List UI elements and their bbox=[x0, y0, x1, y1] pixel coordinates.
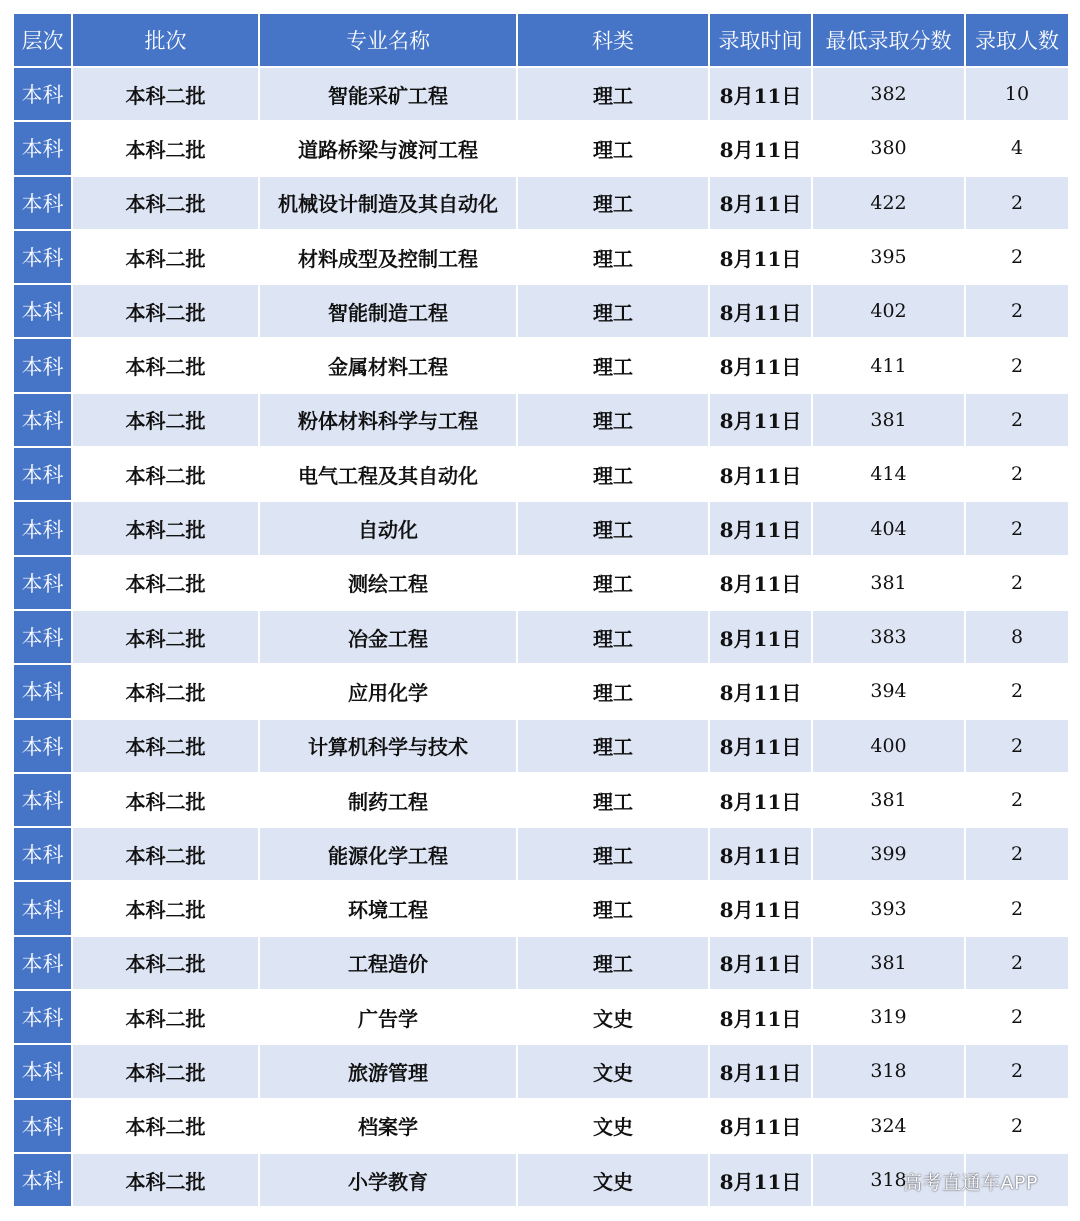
cell-date: 8月11日 bbox=[709, 556, 812, 610]
table-row bbox=[13, 67, 1069, 121]
cell-batch: 本科二批 bbox=[72, 1153, 259, 1207]
table-row bbox=[13, 447, 1069, 501]
cell-batch: 本科二批 bbox=[72, 773, 259, 827]
table-row bbox=[13, 393, 1069, 447]
cell-min-score: 402 bbox=[812, 284, 965, 338]
table-row bbox=[13, 230, 1069, 284]
cell-date: 8月11日 bbox=[709, 447, 812, 501]
cell-level: 本科 bbox=[13, 121, 72, 175]
cell-date: 8月11日 bbox=[709, 664, 812, 718]
cell-level: 本科 bbox=[13, 67, 72, 121]
cell-category: 理工 bbox=[517, 121, 709, 175]
cell-batch: 本科二批 bbox=[72, 556, 259, 610]
cell-batch: 本科二批 bbox=[72, 827, 259, 881]
cell-count: 2 bbox=[965, 719, 1069, 773]
cell-count: 2 bbox=[965, 393, 1069, 447]
cell-level: 本科 bbox=[13, 393, 72, 447]
cell-min-score: 400 bbox=[812, 719, 965, 773]
cell-batch: 本科二批 bbox=[72, 176, 259, 230]
cell-min-score: 319 bbox=[812, 990, 965, 1044]
cell-batch: 本科二批 bbox=[72, 1099, 259, 1153]
table-row bbox=[13, 176, 1069, 230]
admission-table-container bbox=[12, 12, 1068, 1208]
cell-major: 自动化 bbox=[259, 501, 517, 555]
cell-date: 8月11日 bbox=[709, 719, 812, 773]
cell-min-score: 382 bbox=[812, 67, 965, 121]
cell-batch: 本科二批 bbox=[72, 719, 259, 773]
cell-min-score: 393 bbox=[812, 881, 965, 935]
cell-category: 文史 bbox=[517, 1099, 709, 1153]
cell-min-score: 414 bbox=[812, 447, 965, 501]
cell-date: 8月11日 bbox=[709, 610, 812, 664]
cell-level: 本科 bbox=[13, 284, 72, 338]
cell-count: 2 bbox=[965, 1099, 1069, 1153]
cell-date: 8月11日 bbox=[709, 1044, 812, 1098]
cell-min-score: 381 bbox=[812, 936, 965, 990]
cell-count: 10 bbox=[965, 67, 1069, 121]
cell-major: 智能制造工程 bbox=[259, 284, 517, 338]
cell-category: 理工 bbox=[517, 501, 709, 555]
watermark: 高考直通车APP bbox=[903, 1172, 1038, 1194]
cell-category: 理工 bbox=[517, 556, 709, 610]
cell-min-score: 422 bbox=[812, 176, 965, 230]
admission-table bbox=[12, 12, 1070, 1208]
cell-major: 电气工程及其自动化 bbox=[259, 447, 517, 501]
cell-major: 机械设计制造及其自动化 bbox=[259, 176, 517, 230]
cell-major: 测绘工程 bbox=[259, 556, 517, 610]
cell-category: 理工 bbox=[517, 447, 709, 501]
cell-count: 2 bbox=[965, 881, 1069, 935]
cell-major: 应用化学 bbox=[259, 664, 517, 718]
cell-level: 本科 bbox=[13, 936, 72, 990]
cell-date: 8月11日 bbox=[709, 121, 812, 175]
cell-major: 计算机科学与技术 bbox=[259, 719, 517, 773]
cell-level: 本科 bbox=[13, 1099, 72, 1153]
cell-count: 2 bbox=[965, 447, 1069, 501]
cell-min-score: 318 bbox=[812, 1153, 965, 1207]
cell-batch: 本科二批 bbox=[72, 67, 259, 121]
table-row bbox=[13, 284, 1069, 338]
cell-date: 8月11日 bbox=[709, 284, 812, 338]
cell-count: 2 bbox=[965, 338, 1069, 392]
cell-count: 4 bbox=[965, 121, 1069, 175]
cell-count: 2 bbox=[965, 501, 1069, 555]
cell-category: 文史 bbox=[517, 990, 709, 1044]
cell-batch: 本科二批 bbox=[72, 393, 259, 447]
cell-level: 本科 bbox=[13, 176, 72, 230]
cell-level: 本科 bbox=[13, 1153, 72, 1207]
cell-date: 8月11日 bbox=[709, 176, 812, 230]
cell-min-score: 404 bbox=[812, 501, 965, 555]
cell-level: 本科 bbox=[13, 719, 72, 773]
cell-major: 粉体材料科学与工程 bbox=[259, 393, 517, 447]
cell-date: 8月11日 bbox=[709, 827, 812, 881]
header-min-score: 最低录取分数 bbox=[812, 13, 965, 67]
table-row bbox=[13, 827, 1069, 881]
cell-date: 8月11日 bbox=[709, 936, 812, 990]
cell-level: 本科 bbox=[13, 610, 72, 664]
cell-batch: 本科二批 bbox=[72, 501, 259, 555]
cell-min-score: 399 bbox=[812, 827, 965, 881]
table-row bbox=[13, 610, 1069, 664]
cell-count: 2 bbox=[965, 176, 1069, 230]
table-row bbox=[13, 664, 1069, 718]
cell-date: 8月11日 bbox=[709, 773, 812, 827]
cell-category: 理工 bbox=[517, 773, 709, 827]
cell-count: 2 bbox=[965, 990, 1069, 1044]
cell-date: 8月11日 bbox=[709, 1153, 812, 1207]
table-row bbox=[13, 501, 1069, 555]
cell-count: 2 bbox=[965, 664, 1069, 718]
cell-major: 广告学 bbox=[259, 990, 517, 1044]
cell-level: 本科 bbox=[13, 556, 72, 610]
cell-batch: 本科二批 bbox=[72, 1044, 259, 1098]
cell-level: 本科 bbox=[13, 990, 72, 1044]
cell-count: 2 bbox=[965, 556, 1069, 610]
cell-major: 环境工程 bbox=[259, 881, 517, 935]
header-batch: 批次 bbox=[72, 13, 259, 67]
cell-batch: 本科二批 bbox=[72, 284, 259, 338]
cell-min-score: 395 bbox=[812, 230, 965, 284]
cell-level: 本科 bbox=[13, 501, 72, 555]
cell-batch: 本科二批 bbox=[72, 121, 259, 175]
cell-min-score: 381 bbox=[812, 556, 965, 610]
cell-category: 理工 bbox=[517, 284, 709, 338]
cell-count: 2 bbox=[965, 230, 1069, 284]
table-row bbox=[13, 121, 1069, 175]
cell-major: 档案学 bbox=[259, 1099, 517, 1153]
header-major: 专业名称 bbox=[259, 13, 517, 67]
cell-category: 理工 bbox=[517, 664, 709, 718]
cell-major: 制药工程 bbox=[259, 773, 517, 827]
cell-level: 本科 bbox=[13, 338, 72, 392]
cell-level: 本科 bbox=[13, 1044, 72, 1098]
table-row bbox=[13, 1044, 1069, 1098]
header-level: 层次 bbox=[13, 13, 72, 67]
cell-date: 8月11日 bbox=[709, 1099, 812, 1153]
cell-min-score: 381 bbox=[812, 393, 965, 447]
cell-min-score: 394 bbox=[812, 664, 965, 718]
table-row bbox=[13, 773, 1069, 827]
cell-batch: 本科二批 bbox=[72, 447, 259, 501]
cell-major: 金属材料工程 bbox=[259, 338, 517, 392]
cell-date: 8月11日 bbox=[709, 67, 812, 121]
cell-major: 冶金工程 bbox=[259, 610, 517, 664]
cell-category: 理工 bbox=[517, 827, 709, 881]
cell-count: 2 bbox=[965, 936, 1069, 990]
cell-min-score: 383 bbox=[812, 610, 965, 664]
cell-category: 理工 bbox=[517, 176, 709, 230]
cell-count: 2 bbox=[965, 827, 1069, 881]
table-row bbox=[13, 719, 1069, 773]
table-row bbox=[13, 936, 1069, 990]
cell-date: 8月11日 bbox=[709, 338, 812, 392]
cell-level: 本科 bbox=[13, 664, 72, 718]
cell-batch: 本科二批 bbox=[72, 664, 259, 718]
cell-min-score: 324 bbox=[812, 1099, 965, 1153]
cell-category: 理工 bbox=[517, 881, 709, 935]
cell-date: 8月11日 bbox=[709, 881, 812, 935]
cell-category: 理工 bbox=[517, 230, 709, 284]
cell-date: 8月11日 bbox=[709, 230, 812, 284]
cell-major: 工程造价 bbox=[259, 936, 517, 990]
cell-major: 材料成型及控制工程 bbox=[259, 230, 517, 284]
cell-batch: 本科二批 bbox=[72, 990, 259, 1044]
cell-date: 8月11日 bbox=[709, 393, 812, 447]
cell-batch: 本科二批 bbox=[72, 936, 259, 990]
table-row bbox=[13, 338, 1069, 392]
cell-batch: 本科二批 bbox=[72, 338, 259, 392]
cell-min-score: 380 bbox=[812, 121, 965, 175]
cell-level: 本科 bbox=[13, 773, 72, 827]
cell-level: 本科 bbox=[13, 827, 72, 881]
cell-batch: 本科二批 bbox=[72, 610, 259, 664]
cell-level: 本科 bbox=[13, 230, 72, 284]
cell-count: 2 bbox=[965, 773, 1069, 827]
cell-category: 文史 bbox=[517, 1044, 709, 1098]
cell-category: 理工 bbox=[517, 338, 709, 392]
cell-date: 8月11日 bbox=[709, 501, 812, 555]
cell-category: 理工 bbox=[517, 719, 709, 773]
cell-level: 本科 bbox=[13, 447, 72, 501]
table-row bbox=[13, 1099, 1069, 1153]
cell-category: 理工 bbox=[517, 393, 709, 447]
header-row bbox=[13, 13, 1069, 67]
cell-major: 道路桥梁与渡河工程 bbox=[259, 121, 517, 175]
table-row bbox=[13, 990, 1069, 1044]
header-date: 录取时间 bbox=[709, 13, 812, 67]
cell-major: 小学教育 bbox=[259, 1153, 517, 1207]
cell-major: 智能采矿工程 bbox=[259, 67, 517, 121]
cell-batch: 本科二批 bbox=[72, 881, 259, 935]
cell-count: 2 bbox=[965, 284, 1069, 338]
cell-count: 8 bbox=[965, 610, 1069, 664]
cell-category: 理工 bbox=[517, 67, 709, 121]
cell-major: 能源化学工程 bbox=[259, 827, 517, 881]
cell-level: 本科 bbox=[13, 881, 72, 935]
cell-category: 理工 bbox=[517, 610, 709, 664]
header-count: 录取人数 bbox=[965, 13, 1069, 67]
table-row bbox=[13, 881, 1069, 935]
header-category: 科类 bbox=[517, 13, 709, 67]
table-header bbox=[13, 13, 1069, 67]
cell-count: 2 bbox=[965, 1044, 1069, 1098]
cell-min-score: 411 bbox=[812, 338, 965, 392]
cell-batch: 本科二批 bbox=[72, 230, 259, 284]
cell-min-score: 318 bbox=[812, 1044, 965, 1098]
cell-category: 文史 bbox=[517, 1153, 709, 1207]
table-row bbox=[13, 556, 1069, 610]
cell-min-score: 381 bbox=[812, 773, 965, 827]
cell-major: 旅游管理 bbox=[259, 1044, 517, 1098]
table-body bbox=[13, 67, 1069, 1207]
cell-date: 8月11日 bbox=[709, 990, 812, 1044]
cell-category: 理工 bbox=[517, 936, 709, 990]
